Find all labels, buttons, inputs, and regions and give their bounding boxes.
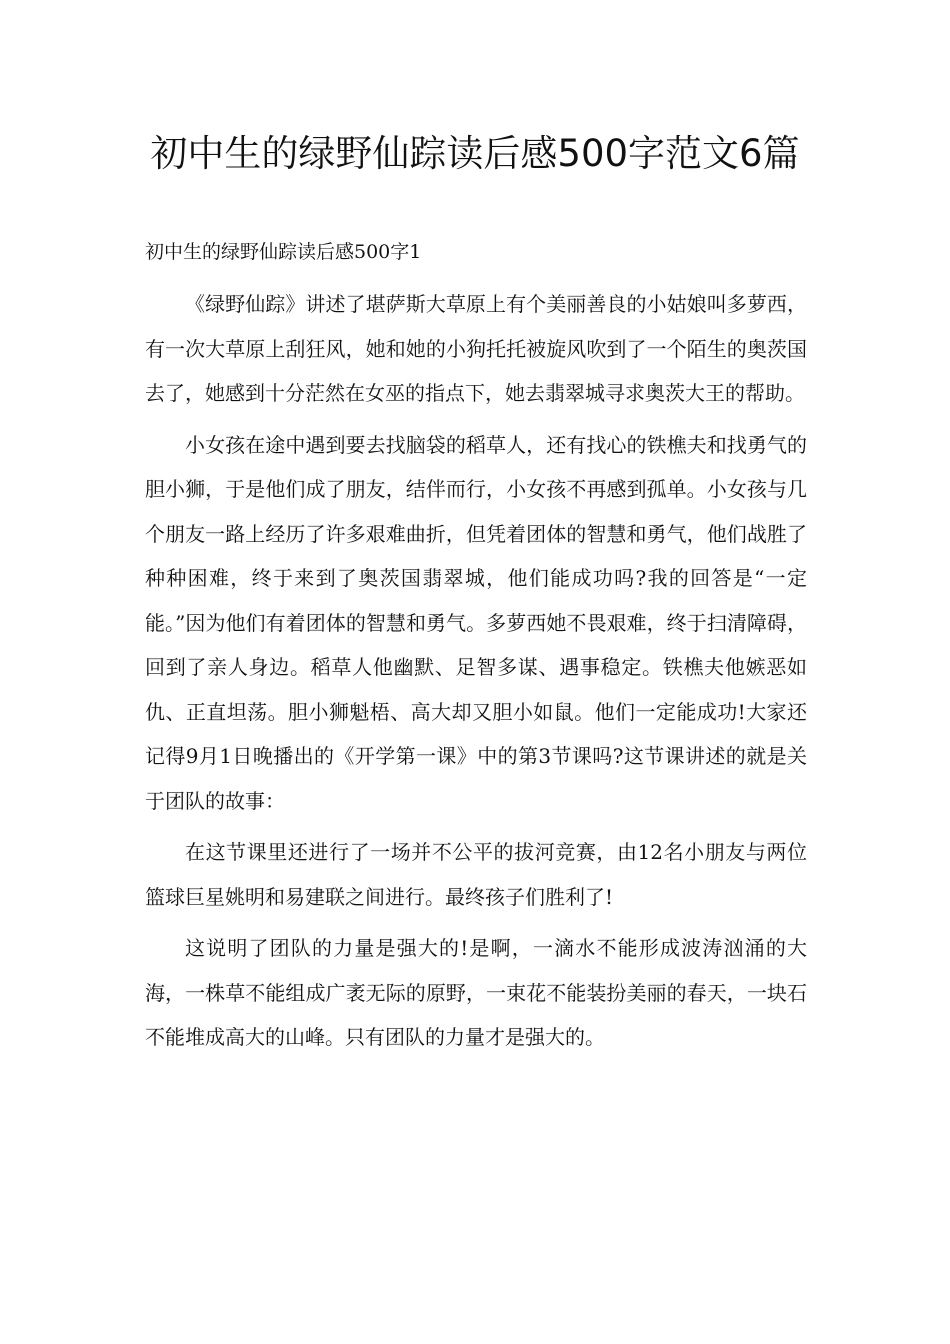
paragraph-4: 这说明了团队的力量是强大的!是啊，一滴水不能形成波涛汹涌的大海，一株草不能组成广袤无际的原野，一束花不能装扮美丽的春天，一块石不能堆成高大的山峰。只有团队的力量才是强大的。 [145, 936, 807, 1049]
paragraph-2: 小女孩在途中遇到要去找脑袋的稻草人，还有找心的铁樵夫和找勇气的胆小狮，于是他们成了朋友，结伴而行，小女孩不再感到孤单。小女孩与几个朋友一路上经历了许多艰难曲折，但凭着团体的智慧和勇气，他们战胜了种种困难，终于来到了奥茨国翡翠城，他们能成功吗?我的回答是“一定能。”因为他们有着团体的智慧和勇气。多萝西她不畏艰难，终于扫清障碍，回到了亲人身边。稻草人他幽默、足智多谋、遇事稳定。铁樵夫他嫉恶如仇、正直坦荡。胆小狮魁梧、高大却又胆小如鼠。他们一定能成功!大家还记得9月1日晚播出的《开学第一课》中的第3节课吗?这节课讲述的就是关于团队的故事： [145, 432, 807, 813]
document-body [145, 282, 807, 1067]
document-title: 初中生的绿野仙踪读后感500字范文6篇 [150, 132, 800, 175]
paragraph-3: 在这节课里还进行了一场并不公平的拔河竞赛，由12名小朋友与两位篮球巨星姚明和易建联之间进行。最终孩子们胜利了! [145, 840, 807, 909]
paragraph-1: 《绿野仙踪》讲述了堪萨斯大草原上有个美丽善良的小姑娘叫多萝西，有一次大草原上刮狂风，她和她的小狗托托被旋风吹到了一个陌生的奥茨国去了，她感到十分茫然在女巫的指点下，她去翡翠城寻求奥茨大王的帮助。 [145, 292, 807, 405]
section-heading: 初中生的绿野仙踪读后感500字1 [145, 241, 422, 263]
